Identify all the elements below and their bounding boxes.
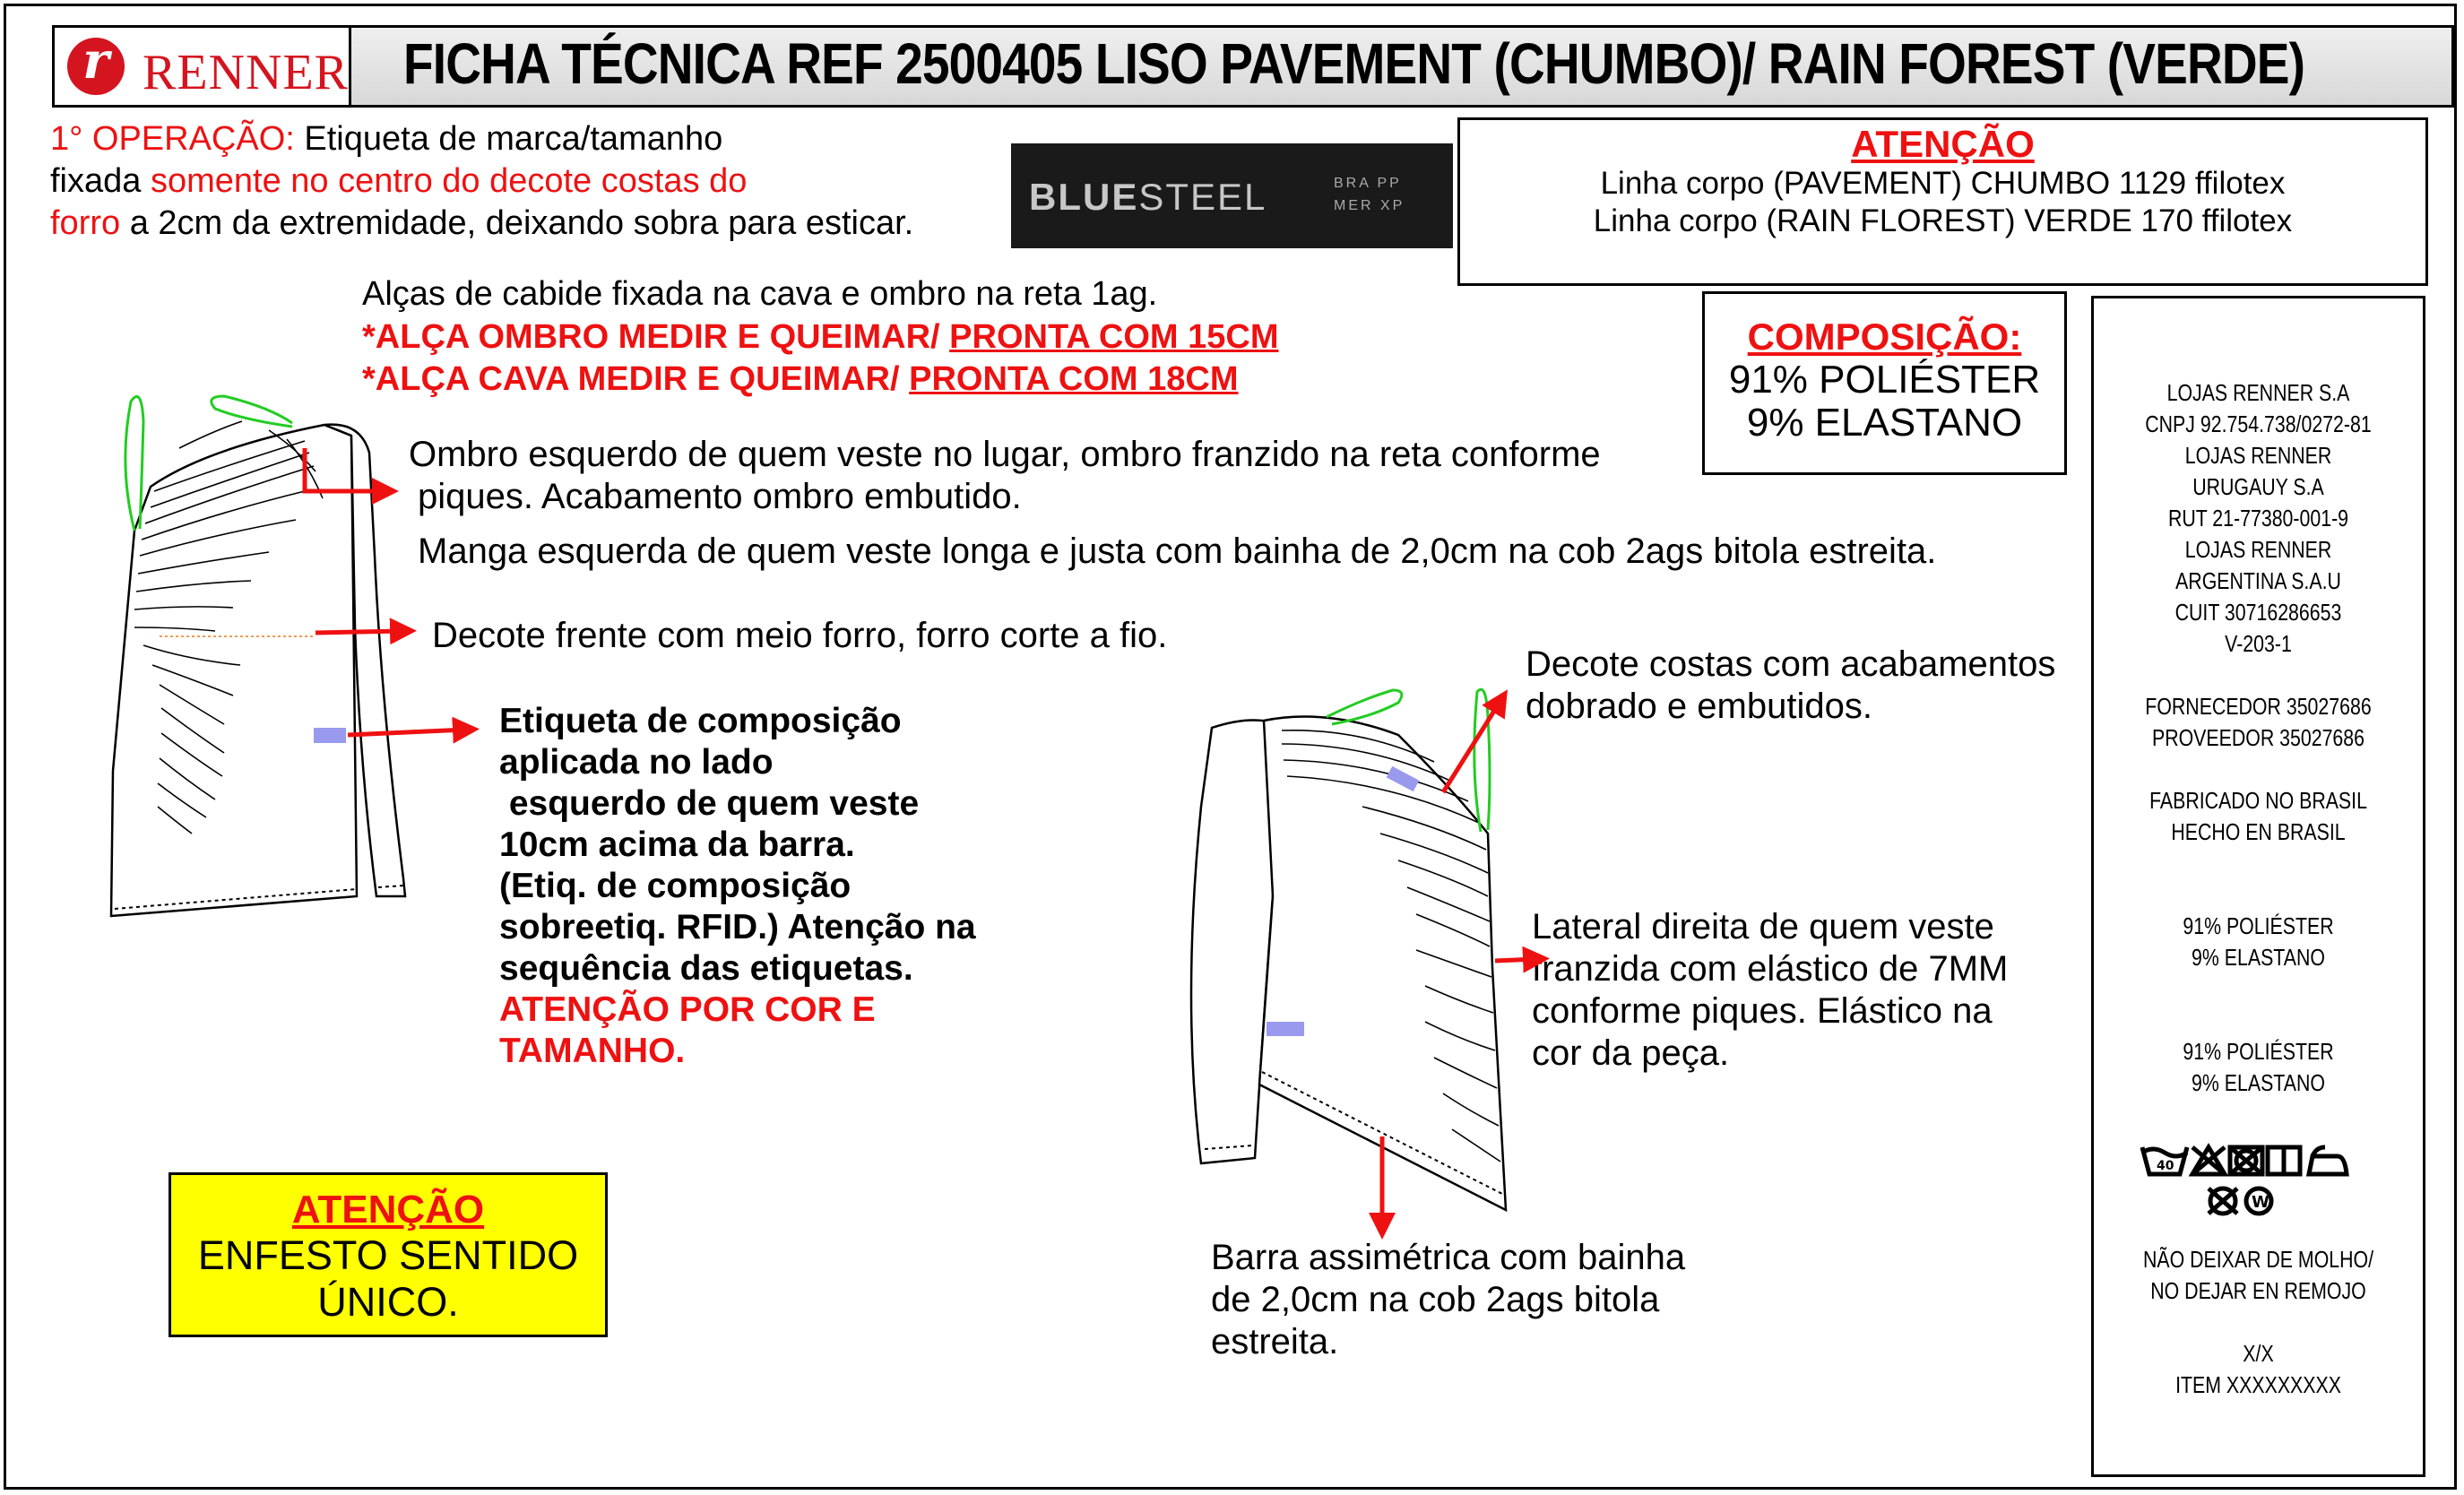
operation-text-3a: forro <box>50 204 121 242</box>
hanger-note: Alças de cabide fixada na cava e ombro na reta 1ag. <box>362 275 1158 313</box>
operation-text-2a: fixada <box>50 162 151 200</box>
hanger-shoulder-a: *ALÇA OMBRO MEDIR E QUEIMAR/ <box>362 318 950 356</box>
neckline-front-note: Decote frente com meio forro, forro corte a fio. <box>432 616 1168 655</box>
label-brand-bold: BLUE <box>1029 176 1139 218</box>
comp-label-line-1: Etiqueta de composição <box>499 702 902 740</box>
operation-text-2b: somente no centro do decote costas do <box>150 162 748 200</box>
hanger-armhole-b: PRONTA COM 18CM <box>909 360 1239 398</box>
neckline-back-line-2: dobrado e embutidos. <box>1526 687 1872 726</box>
care-company-line: CUIT 30716286653 <box>2174 599 2342 626</box>
back-hanger-loop-armhole <box>1474 689 1490 832</box>
comp-label-line-2: aplicada no lado <box>499 743 774 782</box>
side-right-line-4: cor da peça. <box>1532 1033 1730 1073</box>
care-warning-line: NÃO DEIXAR DE MOLHO/ <box>2142 1246 2374 1273</box>
care-company-line: URUGAUY S.A <box>2192 473 2324 500</box>
hem-line-2: de 2,0cm na cob 2ags bitola <box>1211 1280 1660 1319</box>
comp-label-line-6: sobreetiq. RFID.) Atenção na <box>499 908 976 946</box>
care-made-in-line: FABRICADO NO BRASIL <box>2149 787 2367 814</box>
thread-line-2: Linha corpo (RAIN FLOREST) VERDE 170 ffilotex <box>1593 203 2293 238</box>
shoulder-note-1: Ombro esquerdo de quem veste no lugar, ombro franzido na reta conforme <box>409 435 1601 474</box>
care-item-line: ITEM XXXXXXXXX <box>2175 1371 2341 1398</box>
comp-label-line-7: sequência das etiquetas. <box>499 949 913 988</box>
care-company-line: LOJAS RENNER S.A <box>2166 379 2350 406</box>
composition-line-1: 91% POLIÉSTER <box>1728 358 2041 402</box>
wet-clean-letter: W <box>2251 1193 2269 1212</box>
wash-temp-text: 40 <box>2156 1159 2174 1173</box>
care-comp-line: 91% POLIÉSTER <box>2183 912 2334 939</box>
back-garment-drawing <box>1191 689 1536 1226</box>
shoulder-note-2: piques. Acabamento ombro embutido. <box>418 477 1022 516</box>
care-company-line: ARGENTINA S.A.U <box>2175 567 2341 594</box>
sleeve-note: Manga esquerda de quem veste longa e justa com bainha de 2,0cm na cob 2ags bitola estreita. <box>418 531 1937 571</box>
label-size-row-2: MER XP <box>1334 198 1405 213</box>
hem-line-1: Barra assimétrica com bainha <box>1211 1238 1686 1277</box>
back-body-outline <box>1259 717 1506 1210</box>
logo-letter: r <box>82 31 109 91</box>
care-company-line: V-203-1 <box>2225 630 2292 657</box>
hanger-armhole-a: *ALÇA CAVA MEDIR E QUEIMAR/ <box>362 360 910 398</box>
composition-title: COMPOSIÇÃO: <box>1747 315 2022 358</box>
care-item-line: X/X <box>2243 1340 2274 1367</box>
side-right-line-1: Lateral direita de quem veste <box>1532 907 1994 946</box>
care-comp-line: 91% POLIÉSTER <box>2183 1038 2334 1065</box>
spreading-attention-title: ATENÇÃO <box>291 1188 485 1231</box>
neckline-back-arrow <box>1443 701 1500 792</box>
hem-line-3: estreita. <box>1211 1322 1339 1361</box>
front-hanger-loop-armhole <box>125 396 143 531</box>
front-hanger-loop-shoulder <box>212 396 292 427</box>
comp-label-line-4: 10cm acima da barra. <box>499 825 855 864</box>
label-size-row-1: BRA PP <box>1334 176 1402 191</box>
care-supplier-line: FORNECEDOR 35027686 <box>2145 693 2372 720</box>
front-body-outline <box>111 425 357 916</box>
side-right-line-2: franzida com elástico de 7MM <box>1532 949 2009 989</box>
comp-label-warn-2: TAMANHO. <box>499 1032 686 1070</box>
operation-text-1: Etiqueta de marca/tamanho <box>304 120 723 158</box>
comp-label-line-5: (Etiq. de composição <box>499 867 852 905</box>
front-composition-label-patch <box>314 728 346 743</box>
care-made-in-line: HECHO EN BRASIL <box>2171 818 2346 845</box>
care-company-line: LOJAS RENNER <box>2184 536 2332 563</box>
side-right-line-3: conforme piques. Elástico na <box>1532 991 1993 1031</box>
back-composition-label-patch <box>1267 1022 1304 1036</box>
side-right-arrow <box>1495 959 1536 961</box>
composition-line-2: 9% ELASTANO <box>1746 401 2023 445</box>
operation-text-3b: a 2cm da extremidade, deixando sobra para esticar. <box>120 204 914 242</box>
care-warning-line: NO DEJAR EN REMOJO <box>2150 1277 2366 1304</box>
care-company-line: CNPJ 92.754.738/0272-81 <box>2145 410 2372 437</box>
spreading-line-2: ÚNICO. <box>317 1279 459 1325</box>
hanger-shoulder-b: PRONTA COM 15CM <box>949 318 1279 356</box>
care-company-line: RUT 21-77380-001-9 <box>2167 505 2349 531</box>
neckline-front-arrow <box>316 631 403 633</box>
thread-attention-title: ATENÇÃO <box>1851 123 2035 165</box>
operation-label: 1° OPERAÇÃO: <box>50 120 295 158</box>
thread-line-1: Linha corpo (PAVEMENT) CHUMBO 1129 ffilotex <box>1600 166 2286 201</box>
care-supplier-line: PROVEEDOR 35027686 <box>2151 724 2365 751</box>
care-comp-line: 9% ELASTANO <box>2192 1069 2325 1096</box>
care-comp-line: 9% ELASTANO <box>2192 944 2325 971</box>
brand-name: RENNER <box>143 45 349 100</box>
page-title: FICHA TÉCNICA REF 2500405 LISO PAVEMENT (CHUMBO)/ RAIN FOREST (VERDE) <box>403 31 2305 96</box>
neckline-back-line-1: Decote costas com acabamentos <box>1526 644 2056 684</box>
care-company-line: LOJAS RENNER <box>2184 442 2332 469</box>
label-brand-light: STEEL <box>1138 176 1267 218</box>
front-garment-drawing <box>111 396 466 916</box>
spreading-line-1: ENFESTO SENTIDO <box>197 1232 579 1278</box>
comp-label-warn-1: ATENÇÃO POR COR E <box>499 990 876 1029</box>
comp-label-line-3: esquerdo de quem veste <box>499 784 920 823</box>
